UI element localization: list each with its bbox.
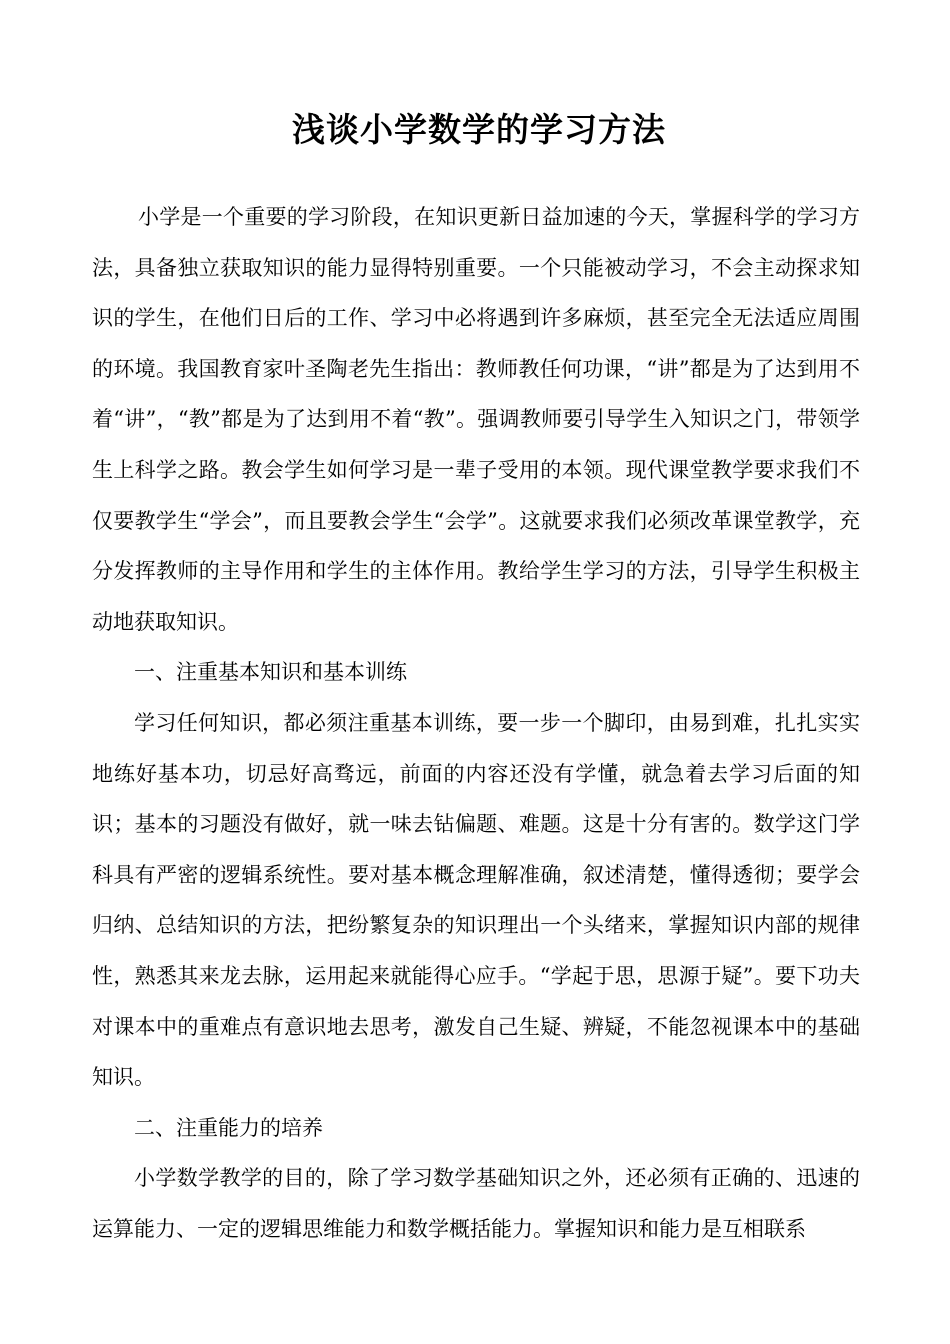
intro-paragraph: 小学是一个重要的学习阶段，在知识更新日益加速的今天，掌握科学的学习方法，具备独立获取知识的能力显得特别重要。一个只能被动学习，不会主动探求知识的学生，在他们日后的工作、学习中必将遇到许多麻烦，甚至完全无法适应周围的环境。我国教育家叶圣陶老先生指出：教师教任何功课，“讲”都是为了达到用不着“讲”，“教”都是为了达到用不着“教”。强调教师要引导学生入知识之门，带领学生上科学之路。教会学生如何学习是一辈子受用的本领。现代课堂教学要求我们不仅要教学生“学会”，而且要教会学生“会学”。这就要求我们必须改革课堂教学，充分发挥教师的主导作用和学生的主体作用。教给学生学习的方法，引导学生积极主动地获取知识。 (92, 205, 860, 634)
section-2-paragraph: 小学数学教学的目的，除了学习数学基础知识之外，还必须有正确的、迅速的运算能力、一定的逻辑思维能力和数学概括能力。掌握知识和能力是互相联系 (92, 1166, 860, 1241)
section-1-heading: 一、注重基本知识和基本训练 (134, 660, 407, 685)
document-title: 浅谈小学数学的学习方法 (292, 110, 666, 149)
section-1-paragraph: 学习任何知识，都必须注重基本训练，要一步一个脚印，由易到难，扎扎实实地练好基本功，切忌好高骛远，前面的内容还没有学懂，就急着去学习后面的知识；基本的习题没有做好，就一味去钻偏题、难题。这是十分有害的。数学这门学科具有严密的逻辑系统性。要对基本概念理解准确，叙述清楚，懂得透彻；要学会归纳、总结知识的方法，把纷繁复杂的知识理出一个头绪来，掌握知识内部的规律性，熟悉其来龙去脉，运用起来就能得心应手。“学起于思，思源于疑”。要下功夫对课本中的重难点有意识地去思考，激发自己生疑、辨疑，不能忽视课本中的基础知识。 (92, 710, 860, 1090)
section-2-heading: 二、注重能力的培养 (134, 1115, 323, 1140)
document-body (92, 192, 860, 1254)
